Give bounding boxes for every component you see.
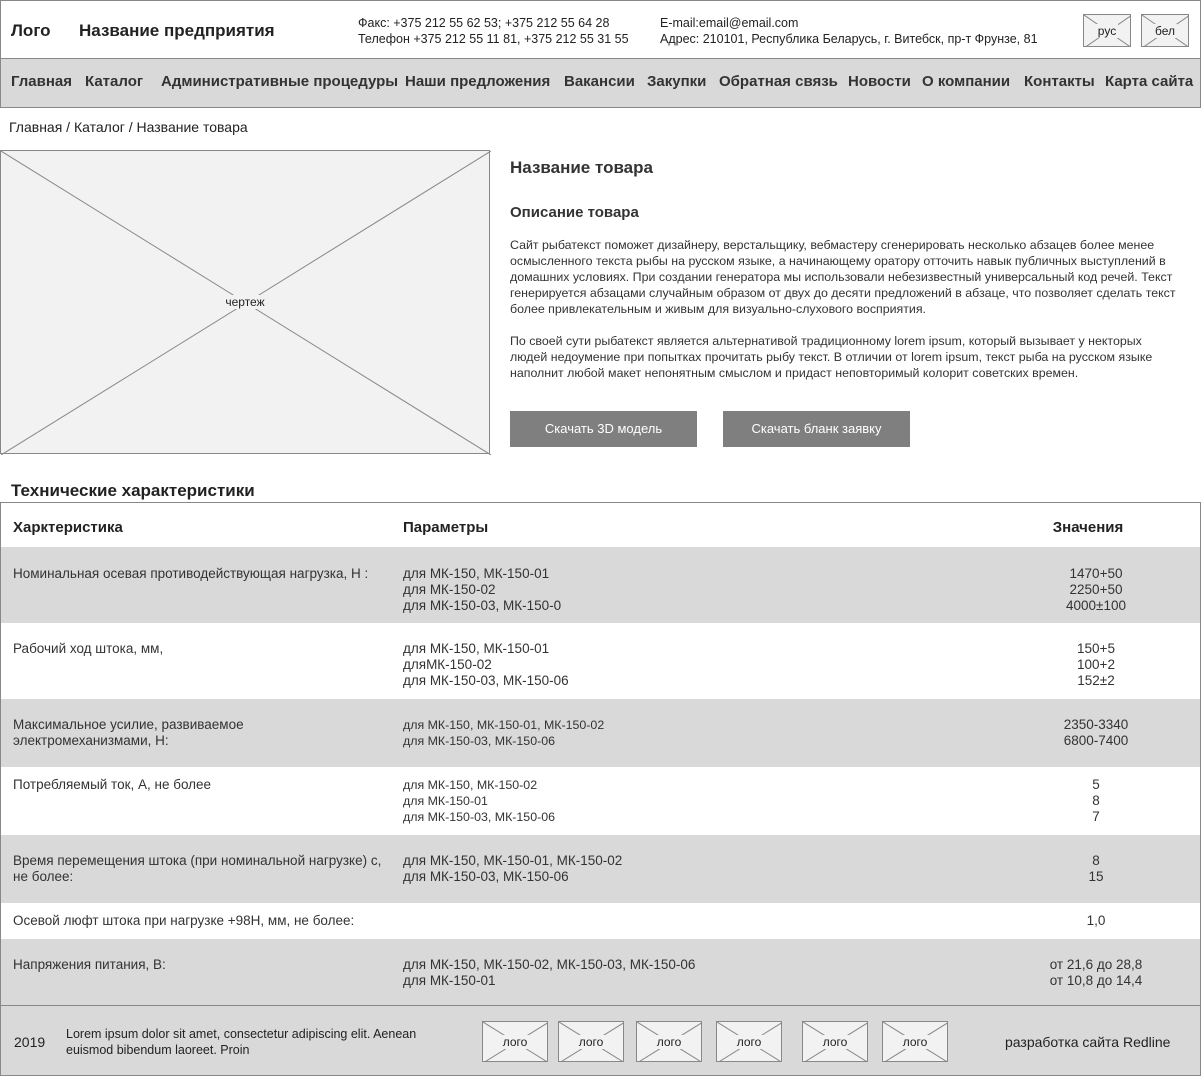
address-text: Адрес: 210101, Республика Беларусь, г. Витебск, пр-т Фрунзе, 81 xyxy=(660,32,1038,46)
nav-item-about[interactable]: О компании xyxy=(922,73,1011,90)
product-title: Название товара xyxy=(510,158,653,177)
lang-by-button[interactable] xyxy=(1141,14,1189,47)
nav-item-news[interactable]: Новости xyxy=(848,73,911,90)
row-characteristic: Осевой люфт штока при нагрузке +98Н, мм, не более: xyxy=(13,913,355,928)
row-parameters: для МК-150, МК-150-02, МК-150-03, МК-150-06 для МК-150-01 xyxy=(403,957,696,988)
table-row xyxy=(1,835,1200,903)
nav-item-feedback[interactable]: Обратная связь xyxy=(719,73,838,90)
partner-logo-label: лого xyxy=(502,1035,528,1049)
table-header-row xyxy=(1,503,1200,547)
download-application-form-button[interactable]: Скачать бланк заявку xyxy=(723,411,910,447)
table-row xyxy=(1,547,1200,623)
partner-logo[interactable] xyxy=(558,1021,624,1062)
tech-specs-table xyxy=(0,502,1201,1005)
table-row xyxy=(1,623,1200,699)
row-parameters: для МК-150, МК-150-02 для МК-150-01 для МК-150-03, МК-150-06 xyxy=(403,778,555,824)
nav-item-purchases[interactable]: Закупки xyxy=(647,73,707,90)
table-row xyxy=(1,699,1200,767)
row-parameters: для МК-150, МК-150-01, МК-150-02 для МК-150-03, МК-150-06 xyxy=(403,718,605,748)
main-nav xyxy=(0,59,1201,108)
email-text[interactable]: E-mail:email@email.com xyxy=(660,16,799,30)
partner-logo-label: лого xyxy=(736,1035,762,1049)
table-row xyxy=(1,903,1200,939)
contact-address xyxy=(660,15,1038,47)
site-header xyxy=(0,0,1201,59)
partner-logo-label: лого xyxy=(656,1035,682,1049)
row-characteristic: Напряжения питания, В: xyxy=(13,957,166,972)
site-logo[interactable]: Лого xyxy=(11,21,51,40)
nav-item-contacts[interactable]: Контакты xyxy=(1024,73,1095,90)
partner-logo[interactable] xyxy=(802,1021,868,1062)
partner-logo[interactable] xyxy=(482,1021,548,1062)
lang-by-label: бел xyxy=(1154,24,1175,38)
header-values: Значения xyxy=(1052,519,1124,536)
breadcrumb[interactable]: Главная / Каталог / Название товара xyxy=(9,119,248,135)
row-values: 8 15 xyxy=(1088,853,1104,884)
row-parameters: для МК-150, МК-150-01, МК-150-02 для МК-150-03, МК-150-06 xyxy=(403,853,623,884)
partner-logo[interactable] xyxy=(716,1021,782,1062)
partner-logo-label: лого xyxy=(578,1035,604,1049)
partner-logo-label: лого xyxy=(902,1035,928,1049)
nav-item-vacancies[interactable]: Вакансии xyxy=(564,73,635,90)
row-parameters: для МК-150, МК-150-01 дляМК-150-02 для МК-150-03, МК-150-06 xyxy=(403,641,569,688)
nav-item-admin-procedures[interactable]: Административные процедуры xyxy=(161,73,399,90)
nav-item-sitemap[interactable]: Карта сайта xyxy=(1105,73,1194,90)
contact-phones xyxy=(358,15,629,47)
row-values: 2350-3340 6800-7400 xyxy=(1063,717,1129,748)
description-paragraph-1: Сайт рыбатекст поможет дизайнеру, верстальщику, вебмастеру сгенерировать несколько абзацев более менее осмысленного текста рыбы на русском языке, а начинающему оратору отточить навык публичных выступлений в домашних условиях. При создании генератора мы использовали небезизвестный универсальный код речей. Текст генерируется абзацами случайным образом от двух до десяти предложений в абзаце, что позволяет сделать текст более привлекательным и живым для визуально-слухового восприятия. xyxy=(510,238,1176,316)
row-characteristic: Рабочий ход штока, мм, xyxy=(13,641,164,656)
partner-logo[interactable] xyxy=(882,1021,948,1062)
nav-item-catalog[interactable]: Каталог xyxy=(85,73,144,90)
row-characteristic: Время перемещения штока (при номинальной нагрузке) с, не более: xyxy=(13,853,382,884)
header-parameters: Параметры xyxy=(403,519,489,536)
developer-credits[interactable]: разработка сайта Redline xyxy=(1005,1034,1171,1050)
description-paragraph-2: По своей сути рыбатекст является альтернативой традиционному lorem ipsum, который вызывает у некторых людей недоумение при попытках прочитать рыбу текст. В отличии от lorem ipsum, текст рыба на русском языке наполнит любой макет непонятным смыслом и придаст неповторимый колорит советских времен. xyxy=(510,334,1153,380)
row-values: 1,0 xyxy=(1086,913,1106,928)
partner-logo-label: лого xyxy=(822,1035,848,1049)
row-characteristic: Потребляемый ток, А, не более xyxy=(13,777,212,792)
header-characteristic: Харктеристика xyxy=(13,519,123,536)
lang-ru-button[interactable] xyxy=(1083,14,1131,47)
company-name: Название предприятия xyxy=(79,21,275,40)
row-characteristic: Номинальная осевая противодействующая нагрузка, Н : xyxy=(13,566,369,581)
site-footer xyxy=(0,1005,1201,1076)
footer-text: Lorem ipsum dolor sit amet, consectetur adipiscing elit. Aenean euismod bibendum laoreet. Proin xyxy=(66,1027,417,1057)
phone-text: Телефон +375 212 55 11 81, +375 212 55 31 55 xyxy=(358,32,629,46)
row-values: 5 8 7 xyxy=(1092,777,1100,824)
tech-specs-title: Технические характеристики xyxy=(11,481,255,500)
copyright-year: 2019 xyxy=(14,1034,46,1050)
fax-text: Факс: +375 212 55 62 53; +375 212 55 64 28 xyxy=(358,16,610,30)
nav-item-offers[interactable]: Наши предложения xyxy=(405,73,551,90)
row-values: 150+5 100+2 152±2 xyxy=(1077,641,1115,688)
table-row xyxy=(1,939,1200,1006)
row-parameters: для МК-150, МК-150-01 для МК-150-02 для МК-150-03, МК-150-0 xyxy=(403,566,562,613)
row-characteristic: Максимальное усилие, развиваемое электромеханизмами, Н: xyxy=(13,717,244,748)
product-drawing-placeholder xyxy=(0,150,490,454)
download-3d-model-button[interactable]: Скачать 3D модель xyxy=(510,411,697,447)
table-row xyxy=(1,767,1200,835)
lang-ru-label: рус xyxy=(1097,24,1117,38)
drawing-caption: чертеж xyxy=(222,295,267,309)
nav-item-home[interactable]: Главная xyxy=(11,73,73,90)
description-title: Описание товара xyxy=(510,204,639,221)
partner-logo[interactable] xyxy=(636,1021,702,1062)
row-values: 1470+50 2250+50 4000±100 xyxy=(1066,566,1126,613)
row-values: от 21,6 до 28,8 от 10,8 до 14,4 xyxy=(1049,957,1143,988)
